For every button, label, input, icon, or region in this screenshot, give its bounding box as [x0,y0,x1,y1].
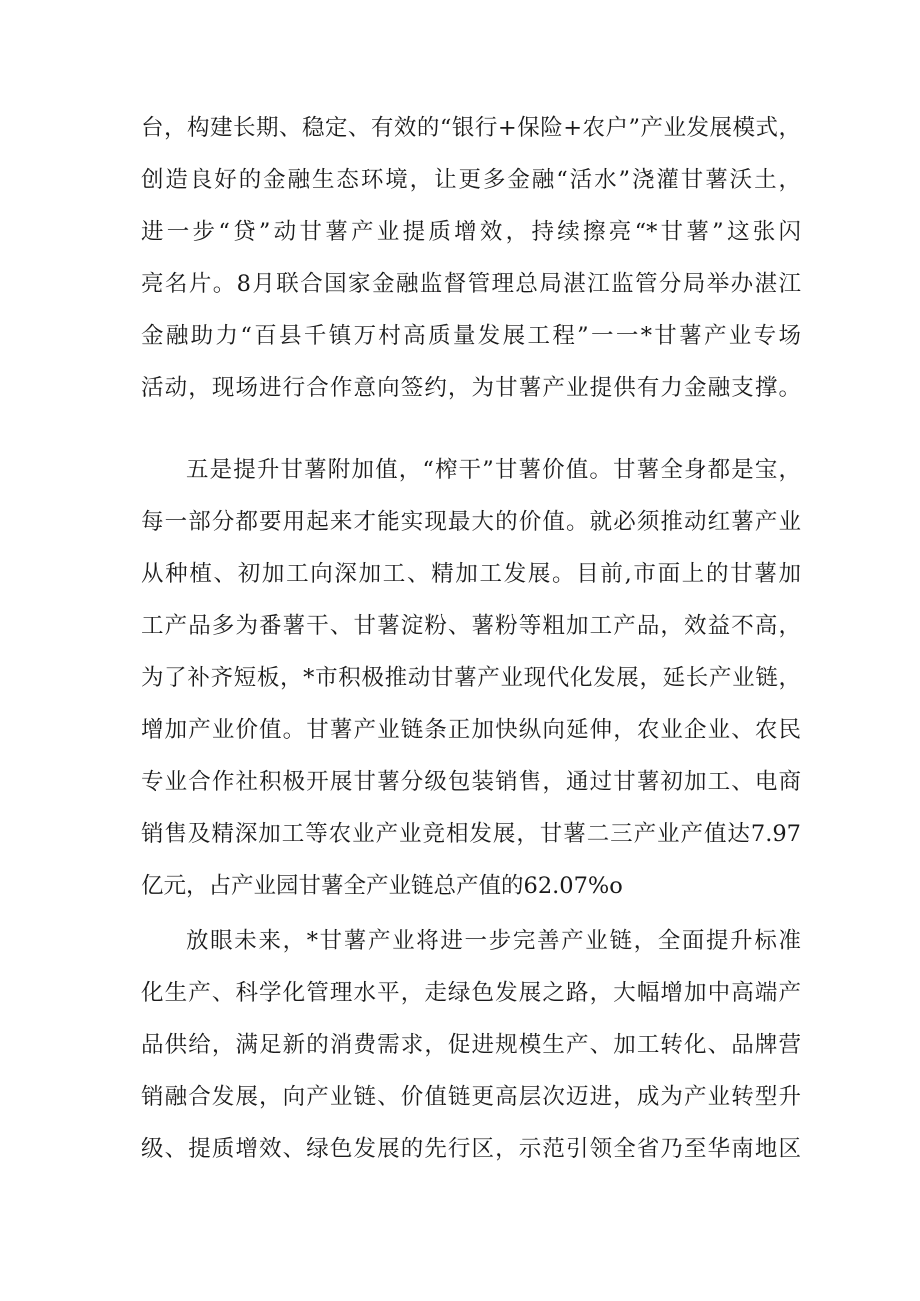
text-line: 销售及精深加工等农业产业竞相发展，甘薯二三产业产值达7.97 [141,821,801,847]
text-line: 增加产业价值。甘薯产业链条正加快纵向延伸，农业企业、农民 [141,717,801,743]
text-line: 放眼未来，*甘薯产业将进一步完善产业链，全面提升标准 [186,928,801,954]
text-line: 创造良好的金融生态环境，让更多金融“活水”浇灌甘薯沃土， [141,167,801,193]
text-line: 亮名片。8月联合国家金融监督管理总局湛江监管分局举办湛江 [141,271,801,297]
text-line: 为了补齐短板，*市积极推动甘薯产业现代化发展，延长产业链， [141,665,801,691]
text-line: 亿元，占产业园甘薯全产业链总产值的62.07%o [141,873,623,899]
text-line: 每一部分都要用起来才能实现最大的价值。就必须推动红薯产业 [141,509,801,535]
text-line: 台，构建长期、稳定、有效的“银行+保险+农户”产业发展模式， [141,115,801,141]
text-line: 工产品多为番薯干、甘薯淀粉、薯粉等粗加工产品，效益不高， [141,613,801,639]
text-line: 化生产、科学化管理水平，走绿色发展之路，大幅增加中高端产 [141,980,801,1006]
text-line: 活动，现场进行合作意向签约，为甘薯产业提供有力金融支撑。 [141,375,801,401]
text-line: 从种植、初加工向深加工、精加工发展。目前,市面上的甘薯加 [141,561,801,587]
text-line: 品供给，满足新的消费需求，促进规模生产、加工转化、品牌营 [141,1032,801,1058]
text-line: 金融助力“百县千镇万村高质量发展工程”一一*甘薯产业专场 [141,323,801,349]
text-line: 进一步“贷”动甘薯产业提质增效，持续擦亮“*甘薯”这张闪 [141,219,801,245]
text-line: 级、提质增效、绿色发展的先行区，示范引领全省乃至华南地区 [141,1136,801,1162]
text-line: 专业合作社积极开展甘薯分级包装销售，通过甘薯初加工、电商 [141,769,801,795]
text-line: 销融合发展，向产业链、价值链更高层次迈进，成为产业转型升 [141,1084,801,1110]
text-line: 五是提升甘薯附加值，“榨干”甘薯价值。甘薯全身都是宝， [186,457,801,483]
